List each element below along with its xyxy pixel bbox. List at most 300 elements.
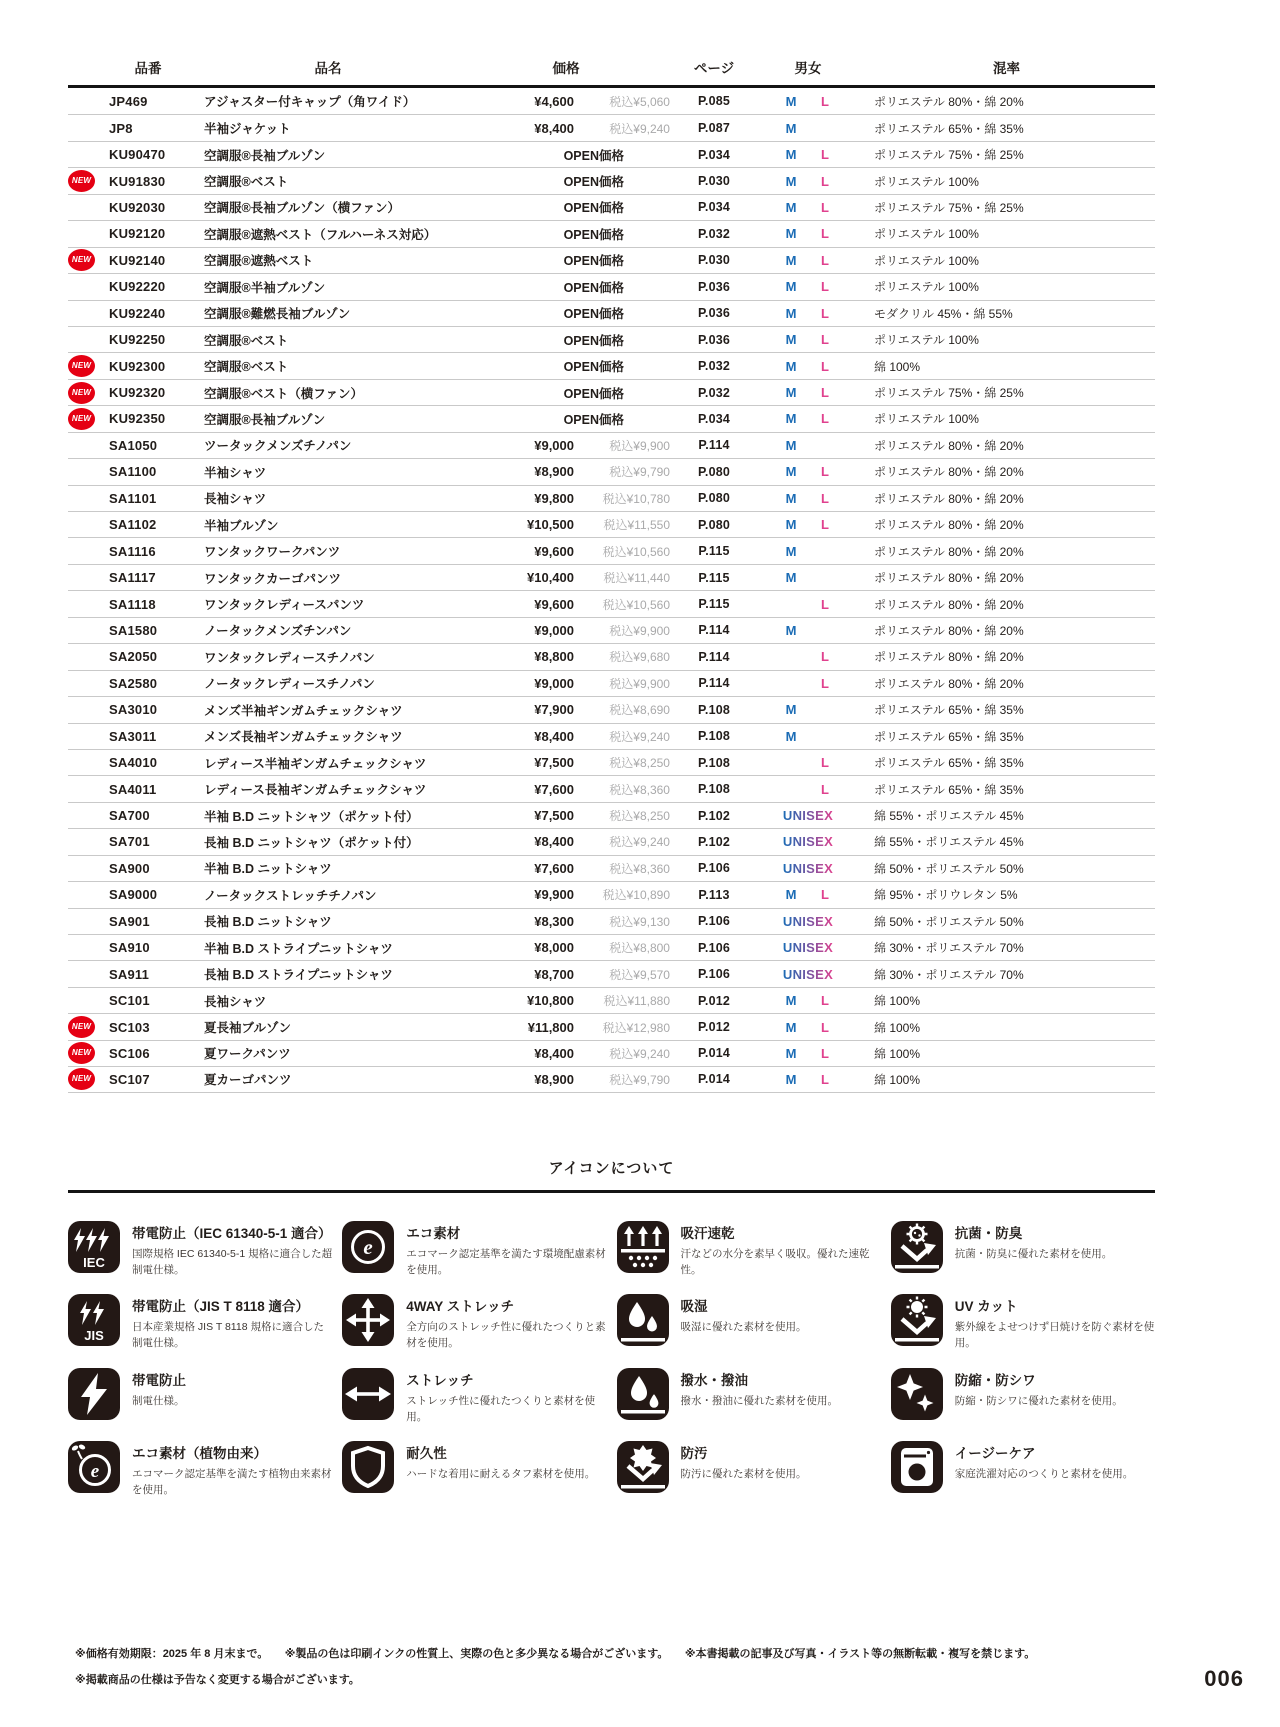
gender-l: L bbox=[821, 252, 829, 268]
product-code: KU92220 bbox=[109, 279, 166, 295]
table-row bbox=[68, 643, 1155, 669]
blend: ポリエステル 80%・綿 20% bbox=[874, 544, 1024, 559]
blend: ポリエステル 75%・綿 25% bbox=[874, 148, 1024, 163]
gender-l: L bbox=[821, 199, 829, 215]
easy-care-icon bbox=[891, 1441, 943, 1493]
sweat-quick-dry-icon bbox=[617, 1221, 669, 1273]
product-code: SA2580 bbox=[109, 675, 158, 691]
blend: ポリエステル 80%・綿 20% bbox=[874, 465, 1024, 480]
icon-legend-item bbox=[68, 1294, 332, 1352]
gender-l: L bbox=[821, 305, 829, 321]
product-code: SC107 bbox=[109, 1071, 150, 1087]
gender-cell bbox=[758, 491, 858, 506]
table-row bbox=[68, 194, 1155, 220]
product-code: SA701 bbox=[109, 834, 150, 850]
gender-unisex: UNISEX bbox=[782, 860, 834, 876]
product-code: SA3011 bbox=[109, 728, 157, 744]
gender-cell bbox=[758, 676, 858, 691]
product-code: SA1117 bbox=[109, 570, 156, 586]
product-code: SA1118 bbox=[109, 596, 156, 612]
page-ref: P.012 bbox=[697, 993, 731, 1008]
blend: ポリエステル 100% bbox=[874, 253, 979, 268]
price: ¥8,400 bbox=[534, 728, 574, 744]
tax-price: 税込¥11,440 bbox=[603, 571, 670, 586]
icon-legend-text bbox=[955, 1294, 1155, 1352]
icon-legend-item-title: ストレッチ bbox=[406, 1372, 474, 1388]
gender-m: M bbox=[785, 358, 797, 374]
table-row bbox=[68, 881, 1155, 907]
page-ref: P.080 bbox=[697, 517, 731, 532]
gender-cell bbox=[758, 755, 858, 770]
icon-legend-item bbox=[617, 1294, 881, 1352]
gender-unisex: UNISEX bbox=[782, 940, 834, 956]
product-name: 空調服®遮熱ベスト（フルハーネス対応） bbox=[204, 227, 437, 242]
product-table-rows bbox=[68, 88, 1155, 1093]
tax-price: 税込¥9,240 bbox=[609, 729, 670, 744]
page-ref: P.106 bbox=[697, 967, 731, 982]
icon-legend-item-desc: 家庭洗濯対応のつくりと素材を使用。 bbox=[954, 1468, 1134, 1481]
table-row bbox=[68, 88, 1155, 114]
blend: 綿 55%・ポリエステル 45% bbox=[874, 835, 1024, 850]
icon-legend-item-title: 抗菌・防臭 bbox=[954, 1225, 1023, 1241]
gender-cell bbox=[758, 649, 858, 664]
table-row bbox=[68, 749, 1155, 775]
product-name: 空調服®ベスト bbox=[204, 360, 289, 375]
gender-m: M bbox=[785, 702, 797, 718]
product-name: 空調服®ベスト bbox=[204, 175, 289, 190]
product-name: アジャスター付キャップ（角ワイド） bbox=[204, 95, 416, 110]
price: ¥8,900 bbox=[534, 464, 574, 480]
blend: ポリエステル 100% bbox=[874, 333, 979, 348]
gender-l: L bbox=[821, 490, 829, 506]
icon-legend-item-title: エコ素材 bbox=[406, 1225, 461, 1241]
catalog-sheet bbox=[68, 38, 1155, 1499]
tax-price: 税込¥8,360 bbox=[609, 861, 670, 876]
table-row bbox=[68, 723, 1155, 749]
blend: 綿 100% bbox=[874, 1046, 921, 1061]
product-code: SA2050 bbox=[109, 649, 158, 665]
blend: ポリエステル 80%・綿 20% bbox=[874, 94, 1024, 109]
gender-cell bbox=[758, 1072, 858, 1087]
product-code: JP8 bbox=[109, 120, 133, 136]
tax-price: 税込¥9,900 bbox=[609, 676, 670, 691]
page-ref: P.030 bbox=[697, 253, 731, 268]
new-badge: NEW bbox=[68, 1068, 95, 1090]
product-code: SA1101 bbox=[109, 490, 157, 506]
table-row bbox=[68, 1066, 1155, 1092]
gender-cell bbox=[758, 782, 858, 797]
gender-cell bbox=[758, 993, 858, 1008]
new-badge: NEW bbox=[68, 1042, 95, 1064]
icon-legend-text bbox=[681, 1441, 807, 1482]
open-price: OPEN価格 bbox=[563, 175, 624, 190]
product-name: 空調服®長袖ブルゾン（横ファン） bbox=[204, 201, 400, 216]
tax-price: 税込¥8,360 bbox=[609, 782, 670, 797]
durability-icon bbox=[342, 1441, 394, 1493]
tax-price: 税込¥9,900 bbox=[609, 438, 670, 453]
icon-legend-item bbox=[891, 1294, 1155, 1352]
gender-m: M bbox=[785, 199, 797, 215]
gender-m: M bbox=[785, 173, 797, 189]
new-badge-cell bbox=[68, 355, 102, 377]
icon-legend-item bbox=[617, 1368, 881, 1426]
price: ¥8,900 bbox=[534, 1071, 574, 1087]
icon-legend-item-title: 帯電防止（JIS T 8118 適合） bbox=[132, 1299, 310, 1315]
product-name: ノータックレディースチノパン bbox=[204, 677, 375, 692]
blend: 綿 100% bbox=[874, 359, 921, 374]
product-name: メンズ長袖ギンガムチェックシャツ bbox=[204, 730, 403, 745]
icon-legend-item-title: 防縮・防シワ bbox=[954, 1372, 1036, 1388]
product-name: 夏カーゴパンツ bbox=[204, 1073, 292, 1088]
product-code: JP469 bbox=[109, 93, 148, 109]
price: ¥4,600 bbox=[534, 93, 574, 109]
new-badge: NEW bbox=[68, 408, 95, 430]
product-name: メンズ半袖ギンガムチェックシャツ bbox=[204, 703, 403, 718]
table-row bbox=[68, 537, 1155, 563]
icon-legend-item bbox=[617, 1441, 881, 1499]
product-name: 夏長袖ブルゾン bbox=[204, 1021, 292, 1036]
product-code: KU92300 bbox=[109, 358, 166, 374]
page-ref: P.114 bbox=[698, 676, 730, 691]
icon-legend-item-desc: エコマーク認定基準を満たす環境配慮素材を使用。 bbox=[406, 1247, 606, 1276]
table-row bbox=[68, 379, 1155, 405]
product-code: KU92120 bbox=[109, 226, 166, 242]
product-name: 空調服®難燃長袖ブルゾン bbox=[204, 307, 351, 322]
open-price: OPEN価格 bbox=[563, 280, 624, 295]
price: ¥9,000 bbox=[534, 675, 574, 691]
blend: ポリエステル 80%・綿 20% bbox=[874, 650, 1024, 665]
icon-legend-item-desc: エコマーク認定基準を満たす植物由来素材を使用。 bbox=[132, 1468, 332, 1497]
icon-legend-text bbox=[132, 1221, 332, 1279]
table-row bbox=[68, 828, 1155, 854]
blend: ポリエステル 80%・綿 20% bbox=[874, 571, 1024, 586]
table-row bbox=[68, 855, 1155, 881]
blend: モダクリル 45%・綿 55% bbox=[874, 306, 1013, 321]
product-code: KU92140 bbox=[109, 252, 166, 268]
product-code: SA9000 bbox=[109, 887, 158, 903]
gender-cell bbox=[758, 702, 858, 717]
icon-legend-text bbox=[955, 1441, 1134, 1482]
gender-l: L bbox=[821, 93, 829, 109]
price: ¥9,000 bbox=[534, 437, 574, 453]
icon-legend bbox=[68, 1221, 1155, 1499]
blend: 綿 50%・ポリエステル 50% bbox=[874, 861, 1024, 876]
table-row bbox=[68, 670, 1155, 696]
product-code: SA910 bbox=[109, 940, 150, 956]
tax-price: 税込¥9,130 bbox=[609, 914, 670, 929]
page-ref: P.114 bbox=[698, 623, 730, 638]
open-price: OPEN価格 bbox=[563, 148, 624, 163]
blend: ポリエステル 80%・綿 20% bbox=[874, 438, 1024, 453]
gender-m: M bbox=[785, 517, 797, 533]
page-ref: P.034 bbox=[697, 411, 731, 426]
svg-text:IEC: IEC bbox=[83, 1254, 105, 1270]
product-name: 空調服®ベスト（横ファン） bbox=[204, 386, 363, 401]
gender-cell bbox=[758, 226, 858, 241]
antistatic-jis-icon bbox=[68, 1294, 120, 1346]
icon-legend-item-title: 帯電防止（IEC 61340-5-1 適合） bbox=[132, 1225, 332, 1241]
new-badge-cell bbox=[68, 1068, 102, 1090]
product-name: ワンタックレディースパンツ bbox=[204, 598, 365, 613]
page-ref: P.108 bbox=[697, 782, 731, 797]
gender-cell bbox=[758, 1020, 858, 1035]
price: ¥8,800 bbox=[534, 649, 574, 665]
icon-legend-text bbox=[132, 1368, 186, 1409]
gender-unisex: UNISEX bbox=[782, 913, 834, 929]
icon-legend-item-desc: 全方向のストレッチ性に優れたつくりと素材を使用。 bbox=[406, 1321, 606, 1350]
product-code: KU92030 bbox=[109, 199, 166, 215]
icon-legend-item-desc: 吸湿に優れた素材を使用。 bbox=[680, 1321, 807, 1334]
icon-legend-item bbox=[342, 1441, 606, 1499]
tax-price: 税込¥11,880 bbox=[603, 994, 670, 1009]
product-name: 空調服®半袖ブルゾン bbox=[204, 280, 326, 295]
icon-legend-text bbox=[132, 1294, 332, 1352]
page-ref: P.106 bbox=[697, 914, 731, 929]
icon-legend-item-desc: 国際規格 IEC 61340-5-1 規格に適合した超制電仕様。 bbox=[132, 1247, 333, 1276]
page-ref: P.102 bbox=[697, 834, 731, 849]
page-ref: P.114 bbox=[698, 438, 730, 453]
gender-m: M bbox=[785, 1071, 797, 1087]
new-badge: NEW bbox=[68, 249, 95, 271]
gender-l: L bbox=[821, 173, 829, 189]
product-name: 夏ワークパンツ bbox=[204, 1047, 291, 1062]
product-name: ワンタックレディースチノパン bbox=[204, 650, 375, 665]
product-name: 空調服®長袖ブルゾン bbox=[204, 148, 326, 163]
icon-legend-item bbox=[617, 1221, 881, 1279]
gender-l: L bbox=[821, 887, 829, 903]
gender-unisex: UNISEX bbox=[782, 834, 834, 850]
page-ref: P.080 bbox=[697, 491, 731, 506]
gender-cell bbox=[758, 306, 858, 321]
gender-cell bbox=[758, 808, 858, 823]
product-code: SA1050 bbox=[109, 437, 158, 453]
product-name: 空調服®長袖ブルゾン bbox=[204, 412, 326, 427]
gender-cell bbox=[758, 570, 858, 585]
blend: ポリエステル 75%・綿 25% bbox=[874, 386, 1024, 401]
table-header-row bbox=[68, 38, 1155, 88]
page-ref: P.034 bbox=[697, 200, 731, 215]
open-price: OPEN価格 bbox=[563, 386, 624, 401]
gender-l: L bbox=[821, 385, 829, 401]
gender-m: M bbox=[785, 993, 797, 1009]
icon-legend-item-title: エコ素材（植物由来） bbox=[132, 1446, 267, 1462]
gender-cell bbox=[758, 94, 858, 109]
page-ref: P.032 bbox=[697, 385, 731, 400]
open-price: OPEN価格 bbox=[563, 333, 624, 348]
page-ref: P.115 bbox=[698, 544, 730, 559]
icon-legend-item-title: UV カット bbox=[954, 1299, 1018, 1315]
gender-l: L bbox=[821, 411, 829, 427]
gender-cell bbox=[758, 887, 858, 902]
gender-m: M bbox=[785, 332, 797, 348]
uv-cut-icon bbox=[891, 1294, 943, 1346]
new-badge-cell bbox=[68, 249, 102, 271]
table-row bbox=[68, 960, 1155, 986]
tax-price: 税込¥9,240 bbox=[609, 121, 670, 136]
gender-l: L bbox=[821, 464, 829, 480]
gender-m: M bbox=[785, 1045, 797, 1061]
icon-legend-item-desc: ストレッチ性に優れたつくりと素材を使用。 bbox=[406, 1394, 596, 1423]
icon-legend-item-desc: 日本産業規格 JIS T 8118 規格に適合した制電仕様。 bbox=[132, 1321, 324, 1350]
product-code: SA1102 bbox=[109, 517, 157, 533]
gender-cell bbox=[758, 174, 858, 189]
gender-m: M bbox=[785, 490, 797, 506]
open-price: OPEN価格 bbox=[563, 227, 624, 242]
product-name: レディース長袖ギンガムチェックシャツ bbox=[204, 783, 427, 798]
tax-price: 税込¥10,890 bbox=[602, 888, 670, 903]
new-badge-cell bbox=[68, 1042, 102, 1064]
tax-price: 税込¥8,250 bbox=[609, 809, 670, 824]
icon-legend-text bbox=[681, 1294, 807, 1335]
icon-legend-text bbox=[681, 1368, 839, 1409]
page-ref: P.034 bbox=[697, 147, 731, 162]
page-ref: P.032 bbox=[697, 226, 731, 241]
gender-cell bbox=[758, 464, 858, 479]
product-name: 半袖 B.D ニットシャツ bbox=[204, 862, 332, 877]
header-page: ページ bbox=[693, 61, 735, 76]
gender-cell bbox=[758, 597, 858, 612]
new-badge-cell bbox=[68, 1016, 102, 1038]
icon-legend-item-desc: ハードな着用に耐えるタフ素材を使用。 bbox=[406, 1468, 596, 1481]
page-ref: P.036 bbox=[697, 279, 731, 294]
page-ref: P.087 bbox=[697, 121, 731, 136]
tax-price: 税込¥10,560 bbox=[602, 597, 670, 612]
product-name: ワンタックワークパンツ bbox=[204, 545, 341, 560]
icon-legend-text bbox=[955, 1221, 1113, 1262]
gender-l: L bbox=[821, 332, 829, 348]
page-ref: P.113 bbox=[698, 887, 730, 902]
table-row bbox=[68, 326, 1155, 352]
icon-legend-item-desc: 防縮・防シワに優れた素材を使用。 bbox=[954, 1394, 1123, 1407]
blend: ポリエステル 80%・綿 20% bbox=[874, 676, 1024, 691]
new-badge-cell bbox=[68, 382, 102, 404]
footer-note-line1: ※価格有効期限：2025 年 8 月末まで。 ※製品の色は印刷インクの性質上、実際の色と多少異なる場合がございます。 ※本書掲載の記事及び写真・イラスト等の無断転載・複写を禁じます。 bbox=[75, 1648, 1036, 1660]
blend: 綿 30%・ポリエステル 70% bbox=[874, 941, 1024, 956]
table-row bbox=[68, 934, 1155, 960]
icon-legend-item bbox=[68, 1441, 332, 1499]
gender-cell bbox=[758, 147, 858, 162]
gender-m: M bbox=[785, 887, 797, 903]
gender-l: L bbox=[821, 1045, 829, 1061]
table-row bbox=[68, 141, 1155, 167]
product-code: KU92250 bbox=[109, 332, 166, 348]
blend: ポリエステル 65%・綿 35% bbox=[874, 703, 1024, 718]
product-name: 空調服®遮熱ベスト bbox=[204, 254, 314, 269]
header-name: 品名 bbox=[314, 61, 342, 76]
table-row bbox=[68, 775, 1155, 801]
blend: ポリエステル 100% bbox=[874, 227, 979, 242]
icon-legend-item-desc: 抗菌・防臭に優れた素材を使用。 bbox=[954, 1247, 1113, 1260]
moisture-absorb-icon bbox=[617, 1294, 669, 1346]
gender-m: M bbox=[785, 464, 797, 480]
icon-legend-text bbox=[406, 1441, 595, 1482]
svg-text:e: e bbox=[90, 1461, 100, 1483]
gender-cell bbox=[758, 914, 858, 929]
page-ref: P.108 bbox=[697, 755, 731, 770]
icon-legend-title: アイコンについて bbox=[548, 1159, 675, 1177]
tax-price: 税込¥10,560 bbox=[602, 544, 670, 559]
icon-legend-text bbox=[406, 1221, 606, 1279]
tax-price: 税込¥11,550 bbox=[603, 518, 670, 533]
gender-cell bbox=[758, 121, 858, 136]
price: ¥7,500 bbox=[534, 808, 574, 824]
gender-m: M bbox=[785, 120, 797, 136]
price: ¥9,600 bbox=[534, 596, 574, 612]
price: ¥8,300 bbox=[534, 913, 574, 929]
table-row bbox=[68, 458, 1155, 484]
gender-cell bbox=[758, 200, 858, 215]
price: ¥8,400 bbox=[534, 1045, 574, 1061]
page-ref: P.108 bbox=[697, 729, 731, 744]
product-code: SA1580 bbox=[109, 622, 158, 638]
blend: 綿 100% bbox=[874, 1020, 921, 1035]
gender-m: M bbox=[785, 411, 797, 427]
price: ¥8,000 bbox=[534, 940, 574, 956]
icon-legend-item bbox=[342, 1368, 606, 1426]
price: ¥7,600 bbox=[534, 781, 574, 797]
price: ¥10,400 bbox=[527, 570, 574, 586]
page-ref: P.115 bbox=[698, 597, 730, 612]
product-code: SA1116 bbox=[109, 543, 156, 559]
icon-legend-text bbox=[681, 1221, 881, 1279]
icon-legend-item-desc: 汗などの水分を素早く吸収。優れた速乾性。 bbox=[680, 1247, 870, 1276]
product-name: 長袖 B.D ニットシャツ（ポケット付） bbox=[204, 835, 419, 850]
icon-legend-text bbox=[955, 1368, 1123, 1409]
footer-note-line2: ※掲載商品の仕様は予告なく変更する場合がございます。 bbox=[75, 1674, 360, 1687]
table-row bbox=[68, 273, 1155, 299]
tax-price: 税込¥9,790 bbox=[609, 465, 670, 480]
product-name: 長袖シャツ bbox=[204, 994, 267, 1009]
table-row bbox=[68, 405, 1155, 431]
gender-cell bbox=[758, 834, 858, 849]
gender-m: M bbox=[785, 279, 797, 295]
gender-l: L bbox=[821, 358, 829, 374]
header-price: 価格 bbox=[552, 61, 580, 76]
gender-l: L bbox=[821, 517, 829, 533]
table-row bbox=[68, 617, 1155, 643]
page-ref: P.036 bbox=[697, 306, 731, 321]
gender-l: L bbox=[821, 755, 829, 771]
blend: 綿 100% bbox=[874, 994, 921, 1009]
open-price: OPEN価格 bbox=[563, 307, 624, 322]
gender-unisex: UNISEX bbox=[782, 966, 834, 982]
header-gender: 男女 bbox=[794, 61, 822, 76]
svg-text:JIS: JIS bbox=[84, 1328, 104, 1344]
product-code: SC106 bbox=[109, 1045, 150, 1061]
gender-cell bbox=[758, 967, 858, 982]
price: ¥8,400 bbox=[534, 120, 574, 136]
price: ¥9,000 bbox=[534, 622, 574, 638]
gender-cell bbox=[758, 517, 858, 532]
icon-legend-item-title: 耐久性 bbox=[406, 1446, 447, 1462]
product-name: 半袖ブルゾン bbox=[204, 518, 279, 533]
tax-price: 税込¥8,250 bbox=[609, 756, 670, 771]
blend: ポリエステル 75%・綿 25% bbox=[874, 200, 1024, 215]
page-ref: P.030 bbox=[697, 174, 731, 189]
gender-l: L bbox=[821, 675, 829, 691]
tax-price: 税込¥9,240 bbox=[609, 835, 670, 850]
blend: ポリエステル 80%・綿 20% bbox=[874, 491, 1024, 506]
product-code: SA901 bbox=[109, 913, 150, 929]
page-ref: P.032 bbox=[697, 359, 731, 374]
price: ¥7,900 bbox=[534, 702, 574, 718]
page-ref: P.106 bbox=[697, 940, 731, 955]
product-code: SA911 bbox=[109, 966, 150, 982]
icon-legend-text bbox=[132, 1441, 332, 1499]
page-ref: P.014 bbox=[697, 1072, 731, 1087]
icon-legend-item bbox=[891, 1221, 1155, 1279]
price: ¥9,600 bbox=[534, 543, 574, 559]
